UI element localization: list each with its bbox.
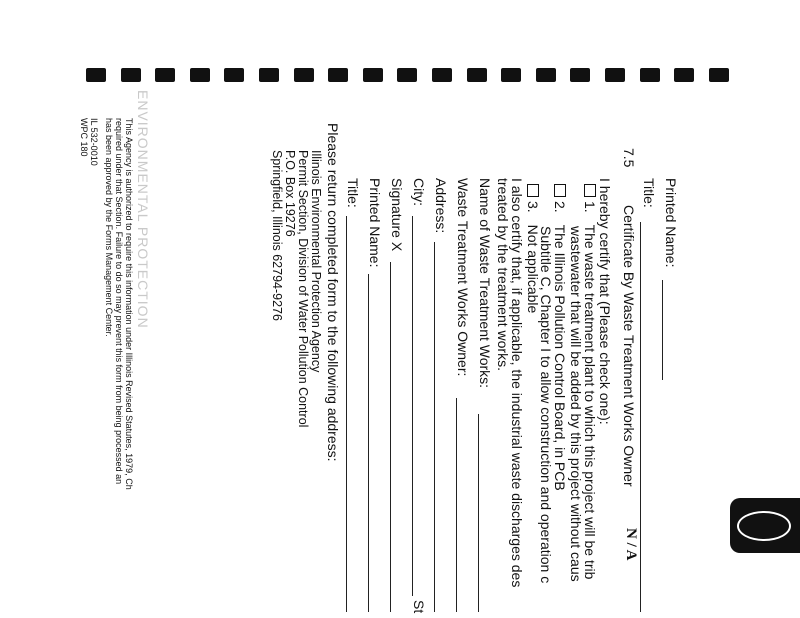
title-2-label: Title: — [345, 178, 361, 208]
title-label: Title: — [641, 178, 657, 208]
signature-label: Signature X — [389, 178, 405, 252]
works-owner-line[interactable] — [456, 398, 457, 612]
works-owner-label: Waste Treatment Works Owner: — [455, 178, 471, 377]
option-1 — [583, 184, 597, 579]
signature-line[interactable] — [390, 262, 391, 612]
section-na-mark: N / A — [623, 528, 639, 561]
option-1-line-1: The waste treatment plant to which this project will be trib — [582, 224, 598, 580]
binding-hole — [674, 68, 694, 82]
title-line — [640, 222, 641, 612]
option-2-line-1: The Illinois Pollution Control Board, in PCB — [552, 224, 568, 491]
city-line[interactable] — [412, 216, 413, 596]
printed-name-2-label: Printed Name: — [367, 178, 383, 268]
return-address-line-2: Permit Section, Division of Water Pollution Control — [296, 150, 310, 428]
binding-hole — [709, 68, 729, 82]
title-2-line[interactable] — [346, 216, 347, 612]
binding-hole — [363, 68, 383, 82]
binding-hole — [328, 68, 348, 82]
option-2-checkbox[interactable] — [554, 184, 566, 197]
printed-name-2-line[interactable] — [368, 274, 369, 612]
binding-hole — [432, 68, 452, 82]
option-2 — [553, 184, 567, 491]
binding-hole — [536, 68, 556, 82]
option-1-line-2: wastewater that will be added by this project without caus — [568, 226, 584, 582]
binder-tab — [730, 498, 800, 553]
option-1-checkbox[interactable] — [584, 184, 596, 197]
also-certify-line-2: treated by the treatment works. — [495, 178, 511, 371]
return-address-line-4: Springfield, Illinois 62794-9276 — [270, 150, 284, 321]
binding-hole — [155, 68, 175, 82]
binding-hole — [397, 68, 417, 82]
option-3-checkbox[interactable] — [527, 184, 539, 197]
option-1-number: 1. — [582, 201, 598, 213]
disclaimer-line-3: has been approved by the Forms Management Center. — [104, 118, 114, 337]
certify-intro: I hereby certify that (Please check one): — [597, 178, 613, 425]
also-certify-line-1: I also certify that, if applicable, the industrial waste discharges des — [509, 178, 525, 588]
return-heading: Please return completed form to the following address: — [325, 123, 341, 462]
option-3 — [526, 184, 540, 313]
return-address-line-1: Illinois Environmental Protection Agency — [309, 150, 323, 373]
binding-hole — [224, 68, 244, 82]
option-3-number: 3. — [525, 201, 541, 213]
address-line[interactable] — [434, 242, 435, 612]
disclaimer-line-1: This Agency is authorized to require this information under Illinois Revised Statutes, 1979, Ch — [124, 118, 134, 490]
state-label: St — [411, 600, 427, 614]
option-3-line-1: Not applicable — [525, 224, 541, 314]
binding-hole — [501, 68, 521, 82]
binding-hole — [294, 68, 314, 82]
binding-hole — [259, 68, 279, 82]
binding-hole — [121, 68, 141, 82]
form-code-1: IL 532-0010 — [89, 118, 99, 166]
disclaimer-line-2: required under that Section. Failure to do so may prevent this form from being processed an — [114, 118, 124, 485]
binding-hole — [605, 68, 625, 82]
binding-hole — [86, 68, 106, 82]
printed-name-line — [662, 280, 663, 380]
bleed-through-text: ENVIRONMENTAL PROTECTION — [135, 90, 151, 329]
tab-ring-icon — [737, 511, 791, 541]
works-name-line[interactable] — [478, 414, 479, 612]
address-label: Address: — [433, 178, 449, 234]
binding-hole — [467, 68, 487, 82]
return-address-line-3: P.O. Box 19276 — [283, 150, 297, 237]
binding-hole — [190, 68, 210, 82]
binding-hole — [640, 68, 660, 82]
printed-name-label: Printed Name: — [663, 178, 679, 268]
section-number: 7.5 — [621, 148, 637, 168]
section-title: Certificate By Waste Treatment Works Owner — [621, 205, 637, 487]
city-label: City: — [411, 178, 427, 206]
option-2-line-2: Subtitle C, Chapter I to allow construction and operation c — [538, 226, 554, 584]
works-name-label: Name of Waste Treatment Works: — [477, 178, 493, 389]
option-2-number: 2. — [552, 201, 568, 213]
form-code-2: WPC 180 — [79, 118, 89, 157]
binding-hole — [570, 68, 590, 82]
